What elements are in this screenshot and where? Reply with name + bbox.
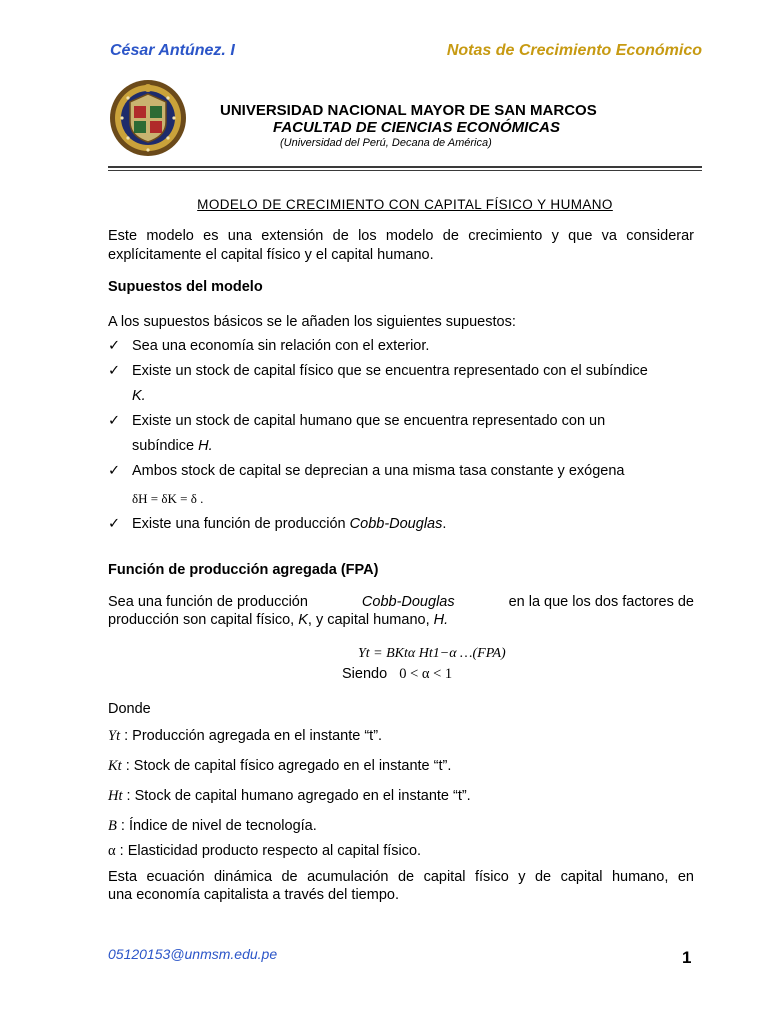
production-function-equation: Yt = BKtα Ht1−α …(FPA): [358, 646, 506, 661]
faculty-name: FACULTAD DE CIENCIAS ECONÓMICAS: [273, 119, 560, 136]
list-item: ✓ Existe un stock de capital humano que se encuentra representado con un: [108, 413, 606, 429]
list-item-continuation: subíndice H.: [132, 438, 213, 454]
list-item: ✓ Sea una economía sin relación con el exterior.: [108, 338, 430, 354]
intro-line-1: Este modelo es una extensión de los modelo de crecimiento y que va considerar: [108, 228, 694, 244]
closing-line-1: Esta ecuación dinámica de acumulación de capital físico y de capital humano, en: [108, 869, 694, 885]
checkmark-icon: ✓: [108, 363, 121, 379]
header-rule-thin: [108, 170, 702, 171]
footer-email[interactable]: 05120153@unmsm.edu.pe: [108, 946, 278, 962]
checkmark-icon: ✓: [108, 413, 121, 429]
definition-y: Yt : Producción agregada en el instante “t”.: [108, 728, 383, 744]
definition-k: Kt : Stock de capital físico agregado en el instante “t”.: [108, 758, 452, 774]
intro-line-2: explícitamente el capital físico y el capital humano.: [108, 247, 434, 263]
checkmark-icon: ✓: [108, 516, 121, 532]
section-heading-assumptions: Supuestos del modelo: [108, 279, 263, 295]
list-item: ✓ Ambos stock de capital se deprecian a una misma tasa constante y exógena: [108, 463, 625, 479]
checkmark-icon: ✓: [108, 463, 121, 479]
page-number: 1: [682, 948, 692, 967]
fpa-line-2: producción son capital físico, K, y capital humano, H.: [108, 612, 449, 628]
notes-title: Notas de Crecimiento Económico: [446, 42, 702, 59]
definition-b: B : Índice de nivel de tecnología.: [108, 818, 317, 834]
author-name: César Antúnez. I: [110, 42, 235, 59]
definition-alpha: α : Elasticidad producto respecto al capital físico.: [108, 843, 422, 859]
header-rule: [108, 166, 702, 168]
university-name: UNIVERSIDAD NACIONAL MAYOR DE SAN MARCOS: [220, 102, 597, 119]
assumptions-lead: A los supuestos básicos se le añaden los siguientes supuestos:: [108, 314, 516, 330]
university-seal-icon: [108, 78, 188, 158]
document-title: MODELO DE CRECIMIENTO CON CAPITAL FÍSICO Y HUMANO: [197, 197, 613, 212]
section-heading-fpa: Función de producción agregada (FPA): [108, 562, 379, 578]
definition-h: Ht : Stock de capital humano agregado en el instante “t”.: [108, 788, 471, 804]
condition: Siendo 0 < α < 1: [342, 666, 453, 682]
fpa-line-1: Sea una función de producción Cobb-Douglas en la que los dos factores de: [108, 594, 694, 610]
list-item: ✓ Existe una función de producción Cobb-Douglas.: [108, 516, 447, 532]
depreciation-formula: δH = δK = δ .: [132, 491, 204, 506]
donde-label: Donde: [108, 701, 151, 717]
checkmark-icon: ✓: [108, 338, 121, 354]
closing-line-2: una economía capitalista a través del tiempo.: [108, 887, 399, 903]
list-item-continuation: K.: [132, 388, 146, 404]
list-item: ✓ Existe un stock de capital físico que se encuentra representado con el subíndice: [108, 363, 648, 379]
university-motto: (Universidad del Perú, Decana de América): [280, 137, 492, 149]
